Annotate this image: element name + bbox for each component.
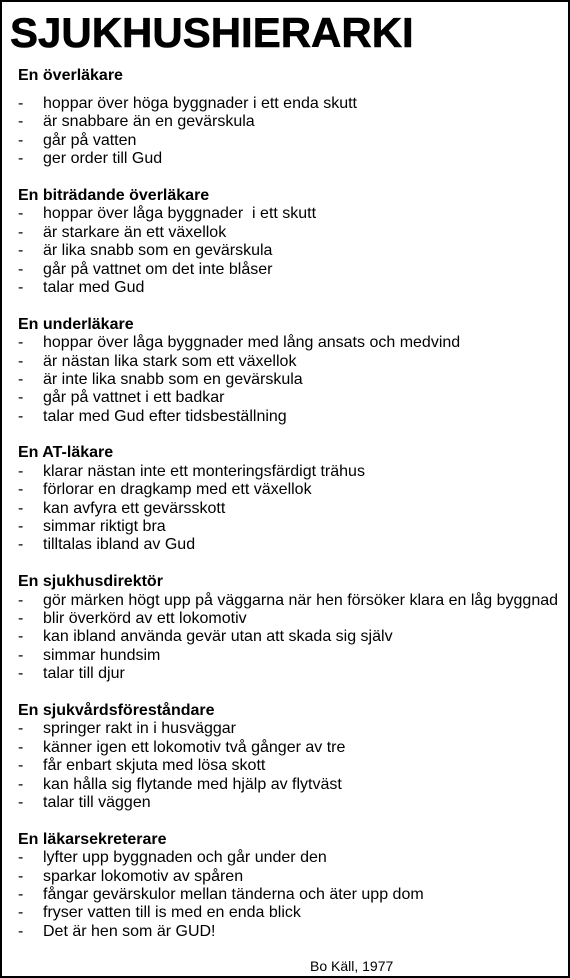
section-heading: En sjukhusdirektör [18, 573, 163, 591]
section-at-lakare [18, 444, 558, 554]
list-item-text: fryser vatten till is med en enda blick [43, 904, 301, 922]
trait-list [18, 463, 558, 555]
list-dash: - [18, 370, 24, 388]
list-item-text: hoppar över höga byggnader i ett enda skutt [43, 95, 357, 112]
list-dash: - [18, 131, 24, 149]
list-item-text: går på vattnet i ett badkar [43, 389, 225, 407]
section-sjukvardsforestandare [18, 702, 558, 812]
list-item [18, 886, 558, 904]
list-item [18, 849, 558, 867]
list-item-text: talar med Gud efter tidsbeställning [43, 407, 287, 425]
hierarchy-content [18, 67, 558, 959]
list-item [18, 518, 558, 536]
list-dash: - [18, 536, 24, 554]
list-item-text: är lika snabb som en gevärskula [43, 242, 273, 260]
list-item [18, 224, 558, 242]
section-heading: En biträdande överläkare [18, 186, 210, 204]
list-item [18, 757, 558, 775]
list-item [18, 242, 558, 260]
list-item-text: springer rakt in i husväggar [43, 720, 236, 738]
list-item [18, 371, 558, 389]
list-dash: - [18, 793, 24, 811]
list-dash: - [18, 223, 24, 241]
list-dash: - [18, 646, 24, 664]
list-item-text: är inte lika snabb som en gevärskula [43, 370, 303, 388]
list-dash: - [18, 591, 24, 609]
list-item-text: ger order till Gud [43, 150, 163, 168]
list-item [18, 536, 558, 554]
list-item [18, 261, 558, 279]
section-sjukhusdirektor [18, 573, 558, 683]
list-dash: - [18, 95, 24, 112]
section-overlakare [18, 67, 558, 169]
list-item [18, 95, 558, 113]
list-item-text: känner igen ett lokomotiv två gånger av tre [43, 738, 346, 756]
trait-list [18, 849, 558, 941]
list-dash: - [18, 481, 24, 499]
list-dash: - [18, 334, 24, 352]
list-item [18, 647, 558, 665]
list-dash: - [18, 849, 24, 867]
list-item-text: kan hålla sig flytande med hjälp av flytväst [43, 775, 342, 793]
section-bitradande-overlakare [18, 187, 558, 297]
list-item [18, 794, 558, 812]
list-item-text: förlorar en dragkamp med ett växellok [43, 481, 312, 499]
list-item [18, 720, 558, 738]
list-item-text: går på vatten [43, 131, 137, 149]
list-dash: - [18, 904, 24, 922]
list-dash: - [18, 113, 24, 131]
list-item-text: är snabbare än en gevärskula [43, 113, 255, 131]
list-item-text: hoppar över låga byggnader med lång ansats och medvind [43, 334, 461, 352]
list-dash: - [18, 628, 24, 646]
list-dash: - [18, 665, 24, 683]
list-dash: - [18, 205, 24, 223]
section-heading: En läkarsekreterare [18, 830, 167, 848]
list-dash: - [18, 775, 24, 793]
list-item [18, 150, 558, 168]
list-dash: - [18, 462, 24, 480]
trait-list [18, 205, 558, 297]
trait-list [18, 95, 558, 169]
list-item [18, 353, 558, 371]
list-item [18, 389, 558, 407]
trait-list [18, 334, 558, 426]
trait-list [18, 720, 558, 812]
list-item-text: simmar hundsim [43, 646, 161, 664]
list-item-text: fångar gevärskulor mellan tänderna och äter upp dom [43, 885, 424, 903]
trait-list [18, 592, 558, 684]
list-item-text: sparkar lokomotiv av spåren [43, 867, 244, 885]
list-dash: - [18, 610, 24, 627]
list-dash: - [18, 922, 24, 940]
list-item [18, 132, 558, 150]
list-item-text: talar till väggen [43, 793, 151, 811]
list-item-text: kan ibland använda gevär utan att skada sig själv [43, 628, 393, 646]
list-item-text: simmar riktigt bra [43, 518, 166, 536]
list-dash: - [18, 352, 24, 370]
list-item [18, 868, 558, 886]
list-item [18, 776, 558, 794]
author-signature: Bo Käll, 1977 [310, 958, 394, 974]
list-item [18, 592, 558, 610]
list-item [18, 628, 558, 646]
list-item [18, 279, 558, 297]
list-item-text: lyfter upp byggnaden och går under den [43, 849, 327, 867]
list-item-text: hoppar över låga byggnader i ett skutt [43, 205, 317, 223]
list-item [18, 481, 558, 499]
list-item-text: är nästan lika stark som ett växellok [43, 352, 297, 370]
list-dash: - [18, 150, 24, 168]
list-item-text: talar med Gud [43, 278, 145, 296]
list-item-text: talar till djur [43, 665, 125, 683]
list-item [18, 904, 558, 922]
list-item [18, 205, 558, 223]
list-dash: - [18, 867, 24, 885]
list-item [18, 923, 558, 941]
list-dash: - [18, 407, 24, 425]
list-dash: - [18, 720, 24, 738]
list-item-text: är starkare än ett växellok [43, 223, 227, 241]
list-item-text: Det är hen som är GUD! [43, 922, 216, 940]
list-item-text: får enbart skjuta med lösa skott [43, 757, 266, 775]
section-heading: En överläkare [18, 67, 123, 84]
section-underlakare [18, 316, 558, 426]
list-dash: - [18, 738, 24, 756]
list-item [18, 500, 558, 518]
list-item [18, 739, 558, 757]
list-dash: - [18, 499, 24, 517]
list-item-text: tilltalas ibland av Gud [43, 536, 196, 554]
list-dash: - [18, 885, 24, 903]
list-dash: - [18, 278, 24, 296]
list-item [18, 665, 558, 683]
list-item [18, 113, 558, 131]
list-item-text: klarar nästan inte ett monteringsfärdigt trähus [43, 462, 365, 480]
section-heading: En AT-läkare [18, 444, 114, 462]
list-dash: - [18, 260, 24, 278]
document-title: SJUKHUSHIERARKI [10, 9, 414, 56]
list-item [18, 334, 558, 352]
list-item-text: kan avfyra ett gevärsskott [43, 499, 226, 517]
section-heading: En sjukvårdsföreståndare [18, 701, 215, 719]
list-item [18, 463, 558, 481]
list-dash: - [18, 389, 24, 407]
list-item-text: går på vattnet om det inte blåser [43, 260, 273, 278]
section-heading: En underläkare [18, 315, 134, 333]
list-dash: - [18, 518, 24, 536]
list-item [18, 610, 558, 628]
list-dash: - [18, 242, 24, 260]
section-lakarsekreterare [18, 831, 558, 941]
list-item-text: blir överkörd av ett lokomotiv [43, 610, 247, 627]
list-item [18, 408, 558, 426]
list-item-text: gör märken högt upp på väggarna när hen försöker klara en låg byggnad [43, 591, 559, 609]
list-dash: - [18, 757, 24, 775]
